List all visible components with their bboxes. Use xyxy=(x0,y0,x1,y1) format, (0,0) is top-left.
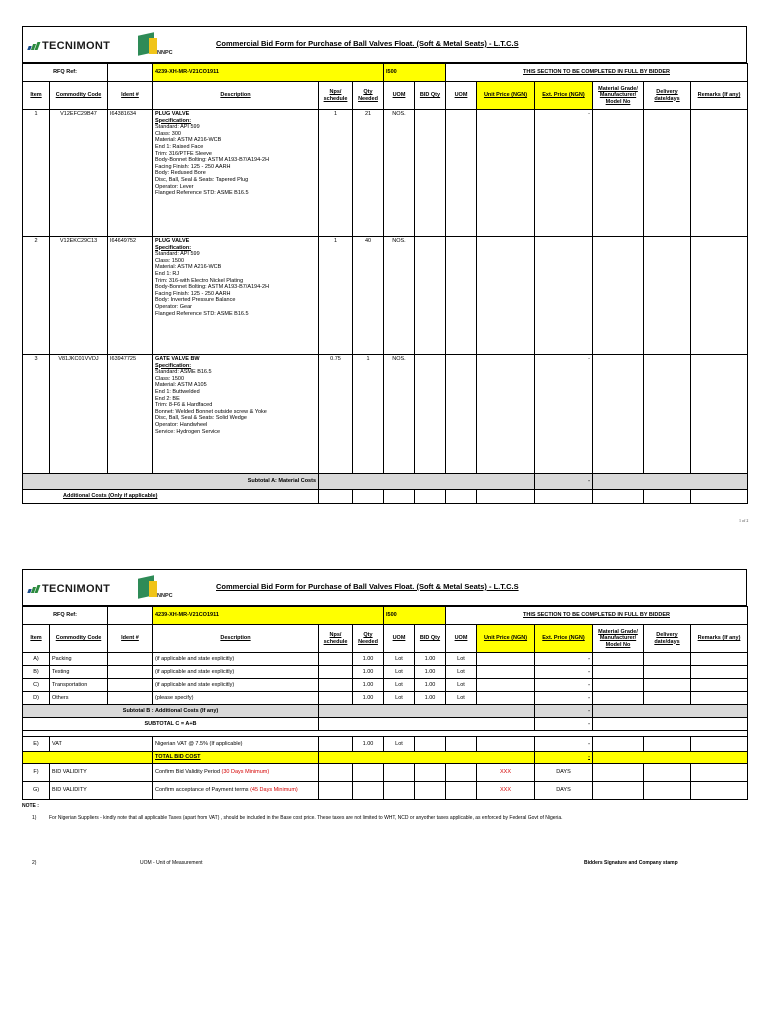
subtotal-b-row xyxy=(23,705,748,718)
unit-price-input[interactable] xyxy=(477,737,535,752)
subtotal-c-row xyxy=(23,718,748,731)
bid-qty-input[interactable] xyxy=(415,355,446,474)
note-2-number: 2) xyxy=(32,860,37,866)
nnpc-logo xyxy=(136,575,176,603)
tecnimont-wordmark: TECNIMONT xyxy=(42,583,111,595)
tecnimont-logo xyxy=(28,583,110,595)
bid-qty-input[interactable] xyxy=(415,110,446,237)
unit-price-input[interactable] xyxy=(477,355,535,474)
total-bid-cost-row xyxy=(23,752,748,764)
signature-label: Bidders Signature and Company stamp xyxy=(584,860,678,866)
rfq-code: I500 xyxy=(384,607,446,625)
col-bid-qty: BID Qty xyxy=(415,82,446,110)
bid-qty-input[interactable] xyxy=(415,237,446,355)
total-bid-cost-value: - xyxy=(535,752,593,764)
notes-heading: NOTE : xyxy=(22,803,39,809)
table-row: D) Others (please specify) 1.00 Lot 1.00 Lot - xyxy=(23,692,748,705)
rfq-row xyxy=(23,607,748,625)
item-description: PLUG VALVE Specification: Standard: API 599 Class: 1500 Material: ASTM A216-WCB End 1: RJ Trim: 316-with Electro Nickel Plating Body-Bonnet Bolting: ASTM A193-B7/A194-2H Facing Finish: 125 - 250 AARH Body: Inverted Pressure Balance Operator: Gear Flanged Reference STD: ASME B16.5 xyxy=(153,237,319,355)
col-uom-2: UOM xyxy=(446,82,477,110)
rfq-row xyxy=(23,64,748,82)
additional-costs-label: Additional Costs (Only if applicable) xyxy=(23,490,319,504)
col-remarks: Remarks (If any) xyxy=(691,82,748,110)
rfq-code: I500 xyxy=(384,64,446,82)
subtotal-b-label: Subtotal B : Additional Costs (If any) xyxy=(23,705,319,718)
rfq-reference: 4239-XH-MR-V21CO1911 xyxy=(153,607,384,625)
subtotal-c-value: - xyxy=(535,718,593,731)
col-commodity: Commodity Code xyxy=(50,82,108,110)
col-nps: Nps/ schedule xyxy=(319,82,353,110)
item-description: GATE VALVE BW Specification: Standard: ASME B16.5 Class: 1500 Material: ASTM A105 End 1: Buttwelded End 2: BE Trim: 8-F6 & Hardfaced Bonnet: Welded Bonnet outside screw & Yoke Disc, Ball, Seal & Seats: Solid Wedge Operator: Handwheel Service: Hydrogen Service xyxy=(153,355,319,474)
subtotal-a-label: Subtotal A: Material Costs xyxy=(23,474,319,490)
items-table xyxy=(22,63,748,504)
form-header xyxy=(22,569,747,606)
subtotal-c-label: SUBTOTAL C = A+B xyxy=(23,718,319,731)
unit-price-input[interactable] xyxy=(477,653,535,666)
col-uom: UOM xyxy=(384,82,415,110)
unit-price-input[interactable] xyxy=(477,679,535,692)
bid-form-page-1 xyxy=(22,26,747,504)
tecnimont-mark-icon xyxy=(28,42,39,50)
table-row: 2 V12EKC29C13 I64649752 PLUG VALVE Specification: Standard: API 599 Class: 1500 Material: ASTM A216-WCB End 1: RJ Trim: 316-with Electro Nickel Plating Body-Bonnet Bolting: ASTM A193-B7/A194-2H Facing Finish: 125 - 250 AARH Body: Inverted Pressure Balance Operator: Gear Flanged Reference STD: ASME B16.5 1 40 NOS. xyxy=(23,237,748,355)
tecnimont-logo xyxy=(28,40,110,52)
unit-price-input[interactable] xyxy=(477,110,535,237)
note-2-text: UOM - Unit of Measurement xyxy=(140,860,203,866)
page-number: 1 of 2 xyxy=(739,518,749,523)
column-header-row: Item Commodity Code Ident # Description Nps/ schedule Qty Needed UOM BID Qty UOM Unit Price (NGN) Ext. Price (NGN) Material Grade/ Manufacturer/ Model No Delivery date/days Remarks (If any) xyxy=(23,625,748,653)
nnpc-wordmark: NNPC xyxy=(157,50,173,56)
costs-table xyxy=(22,606,748,800)
col-ident: Ident # xyxy=(108,82,153,110)
table-row: 3 V81JKC01VVDJ I63947725 GATE VALVE BW Specification: Standard: ASME B16.5 Class: 1500 Material: ASTM A105 End 1: Buttwelded End 2: BE Trim: 8-F6 & Hardfaced Bonnet: Welded Bonnet outside screw & Yoke Disc, Ball, Seal & Seats: Solid Wedge Operator: Handwheel Service: Hydrogen Service 0.75 1 NOS. - xyxy=(23,355,748,474)
col-item: Item xyxy=(23,82,50,110)
col-ext-price: Ext. Price (NGN) xyxy=(535,82,593,110)
nnpc-wordmark: NNPC xyxy=(157,593,173,599)
payment-terms-row: G) BID VALIDITY Confirm acceptance of Payment terms (45 Days Minimum) XXX DAYS xyxy=(23,782,748,800)
vat-row: E) VAT Nigerian VAT @ 7.5% (If applicable) 1.00 Lot - xyxy=(23,737,748,752)
col-description: Description xyxy=(153,82,319,110)
column-header-row xyxy=(23,82,748,110)
form-title: Commercial Bid Form for Purchase of Ball Valves Float. (Soft & Metal Seats) - L.T.C.S xyxy=(216,582,519,591)
unit-price-input[interactable] xyxy=(477,237,535,355)
payment-days-input[interactable]: XXX xyxy=(477,782,535,800)
col-qty: Qty Needed xyxy=(353,82,384,110)
unit-price-input[interactable] xyxy=(477,692,535,705)
bidder-section-note: THIS SECTION TO BE COMPLETED IN FULL BY BIDDER xyxy=(446,64,748,82)
subtotal-a-value: - xyxy=(535,474,593,490)
col-delivery: Delivery date/days xyxy=(644,82,691,110)
table-row: A) Packing (if applicable and state explicitly) 1.00 Lot 1.00 Lot - xyxy=(23,653,748,666)
form-title: Commercial Bid Form for Purchase of Ball Valves Float. (Soft & Metal Seats) - L.T.C.S xyxy=(216,39,519,48)
bidder-section-note: THIS SECTION TO BE COMPLETED IN FULL BY BIDDER xyxy=(446,607,748,625)
rfq-label: RFQ Ref: xyxy=(23,607,108,625)
total-bid-cost-label: TOTAL BID COST xyxy=(153,752,319,764)
table-row: B) Testing (if applicable and state explicitly) 1.00 Lot 1.00 Lot - xyxy=(23,666,748,679)
subtotal-b-value: - xyxy=(535,705,593,718)
validity-days-input[interactable]: XXX xyxy=(477,764,535,782)
rfq-label: RFQ Ref: xyxy=(23,64,108,82)
table-row: C) Transportation (if applicable and state explicitly) 1.00 Lot 1.00 Lot - xyxy=(23,679,748,692)
rfq-reference: 4239-XH-MR-V21CO1911 xyxy=(153,64,384,82)
bid-form-page-2 xyxy=(22,569,747,800)
item-description: PLUG VALVE Specification: Standard: API 599 Class: 300 Material: ASTM A216-WCB End 1: Raised Face Trim: 316/PTFE Sleeve Body-Bonnet Bolting: ASTM A193-B7/A194-2H Facing Finish: 125 - 250 AARH Body: Redused Bore Disc, Ball, Seal & Seats: Tapered Plug Operator: Lever Flanged Reference STD: ASME B16.5 xyxy=(153,110,319,237)
bid-validity-row: F) BID VALIDITY Confirm Bid Validity Period (30 Days Minimum) XXX DAYS xyxy=(23,764,748,782)
tecnimont-mark-icon xyxy=(28,585,39,593)
form-header xyxy=(22,26,747,63)
unit-price-input[interactable] xyxy=(477,666,535,679)
nnpc-logo xyxy=(136,32,176,60)
col-material: Material Grade/ Manufacturer/ Model No xyxy=(593,82,644,110)
table-row: 1 V12EFC29B47 I64381634 PLUG VALVE Specification: Standard: API 599 Class: 300 Material: ASTM A216-WCB End 1: Raised Face Trim: 316/PTFE Sleeve Body-Bonnet Bolting: ASTM A193-B7/A194-2H Facing Finish: 125 - 250 AARH Body: Redused Bore Disc, Ball, Seal & Seats: Tapered Plug Operator: Lever Flanged Reference STD: ASME B16.5 1 21 NOS. - xyxy=(23,110,748,237)
additional-costs-row xyxy=(23,490,748,504)
col-unit-price: Unit Price (NGN) xyxy=(477,82,535,110)
tecnimont-wordmark: TECNIMONT xyxy=(42,40,111,52)
subtotal-a-row xyxy=(23,474,748,490)
